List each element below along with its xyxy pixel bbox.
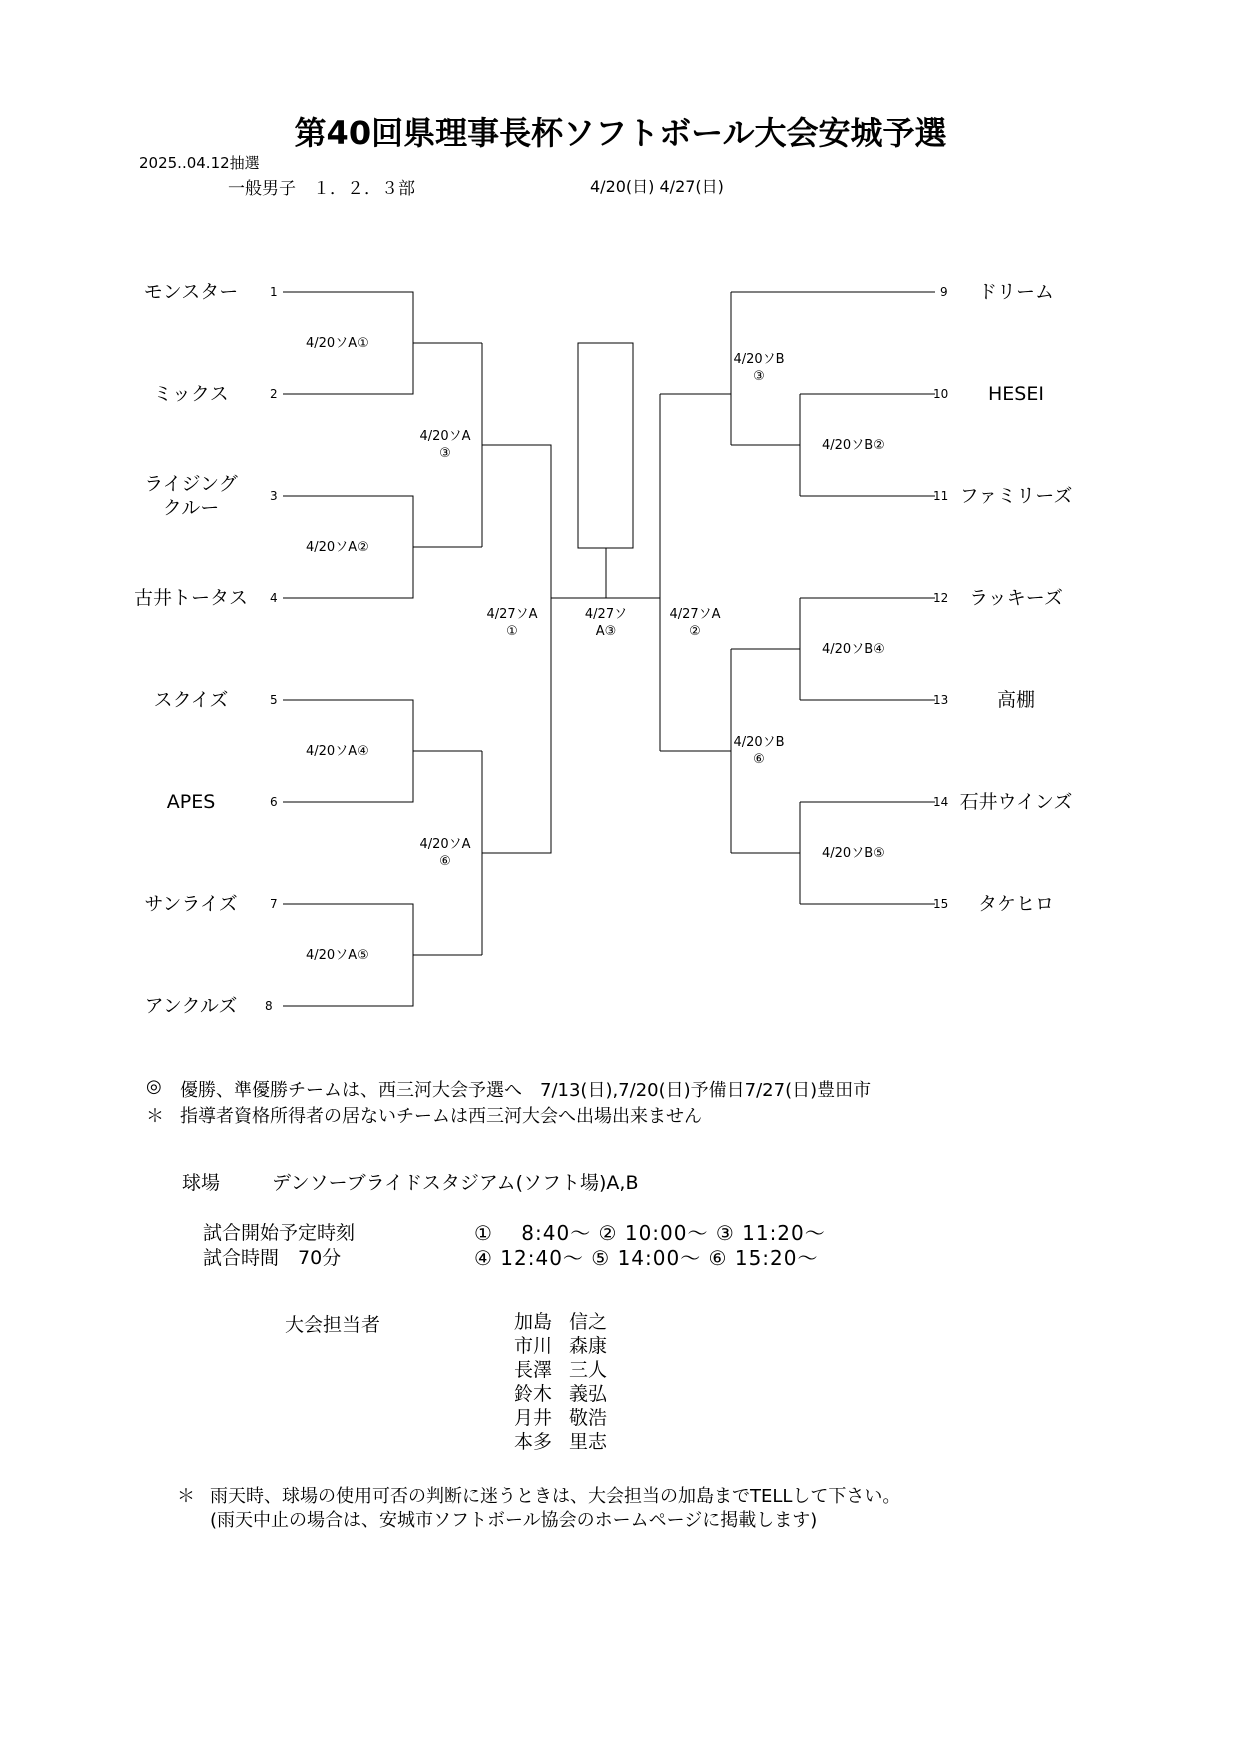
seed-number-15: 15 <box>933 897 949 911</box>
start-time-label: 試合開始予定時刻 <box>203 1222 356 1244</box>
staff-given-name: 義弘 <box>569 1383 608 1405</box>
team-name-right-12: ラッキーズ <box>969 587 1063 609</box>
category-label: 一般男子 １．２．３部 <box>228 179 415 199</box>
match-label-line: 4/27ソA <box>669 607 721 622</box>
staff-family-name: 本多 <box>514 1431 553 1453</box>
staff-family-name: 月井 <box>514 1407 553 1429</box>
seed-number-2: 2 <box>270 387 278 401</box>
seed-number-9: 9 <box>940 285 948 299</box>
match-label <box>724 351 794 385</box>
staff-given-name: 里志 <box>569 1431 608 1453</box>
semifinal-left-label <box>477 606 547 640</box>
team-name-left-1: モンスター <box>143 281 239 303</box>
seed-number-11: 11 <box>933 489 949 503</box>
staff-given-name: 敬浩 <box>569 1407 608 1429</box>
staff-member <box>514 1382 607 1406</box>
note-bullet-double-circle: ◎ <box>146 1076 162 1097</box>
staff-member <box>514 1430 607 1454</box>
note-bullet-asterisk: ＊ <box>146 1106 164 1127</box>
match-label-line: 4/20ソA <box>419 837 471 852</box>
staff-label: 大会担当者 <box>285 1314 381 1336</box>
staff-given-name: 森康 <box>569 1335 608 1357</box>
staff-family-name: 鈴木 <box>514 1383 553 1405</box>
team-name-left-3: ライジング クルー <box>144 473 238 519</box>
match-label-line: 4/27ソ <box>584 607 628 622</box>
seed-number-14: 14 <box>933 795 949 809</box>
seed-number-4: 4 <box>270 591 278 605</box>
match-number: A③ <box>595 624 617 639</box>
seed-number-8: 8 <box>265 999 273 1013</box>
staff-list <box>514 1310 607 1454</box>
tournament-dates: 4/20(日) 4/27(日) <box>590 177 724 196</box>
team-name-left-8: アンクルズ <box>144 995 238 1017</box>
match-label: 4/20ソA① <box>306 336 369 351</box>
game-duration-label: 試合時間 70分 <box>203 1247 342 1269</box>
start-times-row-2: ④ 12:40～ ⑤ 14:00～ ⑥ 15:20～ <box>474 1246 819 1270</box>
venue-name: デンソーブライドスタジアム(ソフト場)A,B <box>272 1172 639 1194</box>
match-label-line: 4/20ソA <box>419 429 471 444</box>
seed-number-12: 12 <box>933 591 949 605</box>
staff-member <box>514 1334 607 1358</box>
team-name-right-11: ファミリーズ <box>959 485 1073 507</box>
match-label: 4/20ソB⑤ <box>822 846 885 861</box>
staff-member <box>514 1358 607 1382</box>
final-label <box>571 606 641 640</box>
match-label <box>410 836 480 870</box>
match-label-line: 4/27ソA <box>486 607 538 622</box>
start-times-row-1: ① 8:40～ ② 10:00～ ③ 11:20～ <box>474 1221 826 1245</box>
team-name-left-6: APES <box>166 791 216 813</box>
seed-number-13: 13 <box>933 693 949 707</box>
seed-number-3: 3 <box>270 489 278 503</box>
match-number: ① <box>506 624 518 639</box>
footer-bullet-asterisk: ＊ <box>177 1486 195 1507</box>
team-name-right-13: 高棚 <box>996 689 1035 711</box>
match-number: ③ <box>439 446 451 461</box>
team-name-right-15: タケヒロ <box>977 893 1054 915</box>
note-line-1: 優勝、準優勝チームは、西三河大会予選へ 7/13(日),7/20(日)予備日7/27(日)豊田市 <box>180 1080 872 1101</box>
draw-date: 2025..04.12抽選 <box>139 154 260 172</box>
match-label: 4/20ソA④ <box>306 744 369 759</box>
team-name-right-9: ドリーム <box>977 281 1054 303</box>
match-number: ③ <box>753 369 765 384</box>
match-label: 4/20ソA⑤ <box>306 948 369 963</box>
match-label-line: 4/20ソB <box>733 352 785 367</box>
staff-member <box>514 1406 607 1430</box>
team-name-left-5: スクイズ <box>153 689 229 711</box>
seed-number-1: 1 <box>270 285 278 299</box>
match-number: ② <box>689 624 701 639</box>
seed-number-6: 6 <box>270 795 278 809</box>
staff-given-name: 三人 <box>569 1359 608 1381</box>
match-label: 4/20ソA② <box>306 540 369 555</box>
team-name-left-4: 古井トータス <box>133 587 248 609</box>
document-title: 第40回県理事長杯ソフトボール大会安城予選 <box>294 114 947 152</box>
seed-number-5: 5 <box>270 693 278 707</box>
staff-family-name: 市川 <box>514 1335 553 1357</box>
staff-family-name: 加島 <box>514 1311 553 1333</box>
match-label: 4/20ソB② <box>822 438 885 453</box>
match-number: ⑥ <box>439 854 451 869</box>
staff-given-name: 信之 <box>569 1311 608 1333</box>
match-label <box>724 734 794 768</box>
match-label: 4/20ソB④ <box>822 642 885 657</box>
note-line-2: 指導者資格所得者の居ないチームは西三河大会へ出場出来ません <box>180 1106 702 1127</box>
staff-family-name: 長澤 <box>514 1359 553 1381</box>
team-name-right-10: HESEI <box>988 383 1044 405</box>
match-number: ⑥ <box>753 752 765 767</box>
match-label-line: 4/20ソB <box>733 735 785 750</box>
footer-line-1: 雨天時、球場の使用可否の判断に迷うときは、大会担当の加島までTELLして下さい。 <box>210 1486 901 1507</box>
team-name-left-7: サンライズ <box>144 893 238 915</box>
team-name-left-2: ミックス <box>153 383 229 405</box>
staff-member <box>514 1310 607 1334</box>
semifinal-right-label <box>660 606 730 640</box>
team-name-right-14: 石井ウインズ <box>959 791 1073 813</box>
footer-line-2: (雨天中止の場合は、安城市ソフトボール協会のホームページに掲載します) <box>210 1510 818 1531</box>
seed-number-7: 7 <box>270 897 278 911</box>
match-label <box>410 428 480 462</box>
seed-number-10: 10 <box>933 387 949 401</box>
venue-label: 球場 <box>182 1172 221 1194</box>
